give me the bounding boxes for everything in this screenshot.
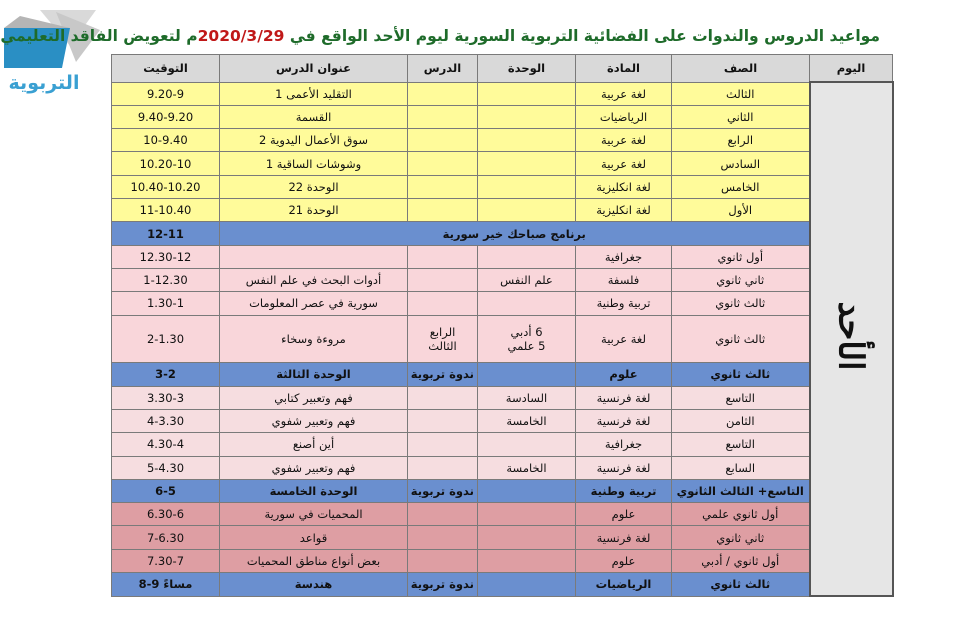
subject-cell: علوم <box>576 363 672 386</box>
header-day: اليوم <box>810 55 893 83</box>
lesson-cell <box>408 269 478 292</box>
unit-cell <box>478 479 576 502</box>
table-row <box>112 479 893 502</box>
title-cell: سوق الأعمال اليدوية 2 <box>220 129 408 152</box>
time-cell: 10-9.40 <box>112 129 220 152</box>
unit-cell <box>478 82 576 105</box>
logo-text: التربوية <box>8 72 80 94</box>
class-cell: الثالث <box>672 82 810 105</box>
subject-cell: تربية وطنية <box>576 292 672 315</box>
title-date: 2020/3/29 <box>197 27 285 45</box>
unit-cell: علم النفس <box>478 269 576 292</box>
time-cell: 5-4.30 <box>112 456 220 479</box>
table-row <box>112 526 893 549</box>
subject-cell: لغة فرنسية <box>576 526 672 549</box>
table-row <box>112 409 893 432</box>
lesson-cell <box>408 129 478 152</box>
title-cell: الوحدة 21 <box>220 199 408 222</box>
lesson-cell: ندوة تربوية <box>408 363 478 386</box>
subject-cell: الرياضيات <box>576 105 672 128</box>
subject-cell: لغة فرنسية <box>576 456 672 479</box>
subject-cell: لغة فرنسية <box>576 386 672 409</box>
lesson-cell <box>408 315 478 363</box>
title-cell <box>220 245 408 268</box>
class-cell: ثالث ثانوي <box>672 315 810 363</box>
time-cell: 3-2 <box>112 363 220 386</box>
day-cell <box>810 82 893 596</box>
title-cell: فهم وتعبير شفوي <box>220 409 408 432</box>
class-cell: الثاني <box>672 105 810 128</box>
time-cell: 3.30-3 <box>112 386 220 409</box>
unit-cell <box>478 175 576 198</box>
class-cell: ثاني ثانوي <box>672 526 810 549</box>
unit-cell-line: 6 أدبي <box>510 324 543 339</box>
title-cell: مروءة وسخاء <box>220 315 408 363</box>
channel-logo <box>0 6 104 98</box>
subject-cell: جغرافية <box>576 433 672 456</box>
unit-cell <box>478 573 576 596</box>
lesson-cell <box>408 152 478 175</box>
title-after: م لتعويض الفاقد التعليمي <box>0 27 198 45</box>
table-row <box>112 222 893 245</box>
time-cell: 8-9 مساءً <box>112 573 220 596</box>
class-cell: السابع <box>672 456 810 479</box>
time-cell: 1.30-1 <box>112 292 220 315</box>
title-cell: الوحدة 22 <box>220 175 408 198</box>
lesson-cell <box>408 409 478 432</box>
subject-cell: لغة عربية <box>576 315 672 363</box>
time-cell: 12.30-12 <box>112 245 220 268</box>
table-row <box>112 129 893 152</box>
lesson-cell <box>408 526 478 549</box>
unit-cell-line: 5 علمي <box>507 338 546 353</box>
header-lesson: الدرس <box>408 55 478 83</box>
title-cell: فهم وتعبير شفوي <box>220 456 408 479</box>
day-label: الأحد <box>831 300 871 371</box>
page-title <box>0 27 880 45</box>
time-cell: 7.30-7 <box>112 549 220 572</box>
time-cell: 6.30-6 <box>112 503 220 526</box>
subject-cell: جغرافية <box>576 245 672 268</box>
unit-cell <box>478 549 576 572</box>
class-cell: الرابع <box>672 129 810 152</box>
unit-cell <box>478 152 576 175</box>
title-cell: فهم وتعبير كتابي <box>220 386 408 409</box>
time-cell: 4-3.30 <box>112 409 220 432</box>
header-title: عنوان الدرس <box>220 55 408 83</box>
unit-cell <box>478 129 576 152</box>
unit-cell <box>478 433 576 456</box>
unit-cell <box>478 199 576 222</box>
class-cell: التاسع+ الثالث الثانوي <box>672 479 810 502</box>
table-row <box>112 386 893 409</box>
table-row <box>112 175 893 198</box>
header-row <box>112 55 893 83</box>
schedule-table <box>111 54 894 597</box>
table-row <box>112 549 893 572</box>
table-row <box>112 315 893 363</box>
time-cell: 4.30-4 <box>112 433 220 456</box>
subject-cell: لغة انكليزية <box>576 175 672 198</box>
subject-cell: لغة فرنسية <box>576 409 672 432</box>
title-cell: بعض أنواع مناطق المحميات <box>220 549 408 572</box>
lesson-cell <box>408 245 478 268</box>
time-cell: 1-12.30 <box>112 269 220 292</box>
class-cell: السادس <box>672 152 810 175</box>
table-row <box>112 503 893 526</box>
time-cell: 9.40-9.20 <box>112 105 220 128</box>
time-cell: 6-5 <box>112 479 220 502</box>
table-row <box>112 363 893 386</box>
program-cell: برنامج صباحك خير سورية <box>220 222 810 245</box>
subject-cell: علوم <box>576 503 672 526</box>
title-cell: القسمة <box>220 105 408 128</box>
unit-cell: الخامسة <box>478 456 576 479</box>
title-cell: هندسة <box>220 573 408 596</box>
title-cell: أين أصنع <box>220 433 408 456</box>
class-cell: ثاني ثانوي <box>672 269 810 292</box>
subject-cell: الرياضيات <box>576 573 672 596</box>
table-row <box>112 573 893 596</box>
time-cell: 7-6.30 <box>112 526 220 549</box>
unit-cell <box>478 526 576 549</box>
title-cell: الوحدة الثالثة <box>220 363 408 386</box>
lesson-cell <box>408 456 478 479</box>
subject-cell: لغة عربية <box>576 129 672 152</box>
schedule-body <box>112 82 893 596</box>
class-cell: التاسع <box>672 386 810 409</box>
lesson-cell <box>408 503 478 526</box>
lesson-cell: ندوة تربوية <box>408 573 478 596</box>
unit-cell <box>478 105 576 128</box>
lesson-cell-line: الرابع <box>429 324 456 339</box>
header-unit: الوحدة <box>478 55 576 83</box>
class-cell: أول ثانوي / أدبي <box>672 549 810 572</box>
unit-cell: الخامسة <box>478 409 576 432</box>
class-cell: الخامس <box>672 175 810 198</box>
title-cell: المحميات في سورية <box>220 503 408 526</box>
lesson-cell <box>408 82 478 105</box>
lesson-cell <box>408 175 478 198</box>
subject-cell: لغة عربية <box>576 82 672 105</box>
table-row <box>112 199 893 222</box>
lesson-cell: ندوة تربوية <box>408 479 478 502</box>
class-cell: أول ثانوي علمي <box>672 503 810 526</box>
time-cell: 9.20-9 <box>112 82 220 105</box>
time-cell: 11-10.40 <box>112 199 220 222</box>
title-cell: سورية في عصر المعلومات <box>220 292 408 315</box>
title-cell: التقليد الأعمى 1 <box>220 82 408 105</box>
subject-cell: فلسفة <box>576 269 672 292</box>
class-cell: أول ثانوي <box>672 245 810 268</box>
class-cell: ثالث ثانوي <box>672 292 810 315</box>
class-cell: ثالث ثانوي <box>672 363 810 386</box>
header-class: الصف <box>672 55 810 83</box>
lesson-cell <box>408 433 478 456</box>
title-cell: الوحدة الخامسة <box>220 479 408 502</box>
subject-cell: علوم <box>576 549 672 572</box>
unit-cell <box>478 245 576 268</box>
header-time: التوقيت <box>112 55 220 83</box>
time-cell: 12-11 <box>112 222 220 245</box>
lesson-cell-line: الثالث <box>428 338 457 353</box>
unit-cell: السادسة <box>478 386 576 409</box>
time-cell: 10.20-10 <box>112 152 220 175</box>
subject-cell: تربية وطنية <box>576 479 672 502</box>
time-cell: 2-1.30 <box>112 315 220 363</box>
table-row <box>112 82 893 105</box>
title-before: مواعيد الدروس والندوات على الفضائية التربوية السورية ليوم الأحد الواقع في <box>284 27 880 45</box>
title-cell: قواعد <box>220 526 408 549</box>
header-subject: المادة <box>576 55 672 83</box>
title-cell: وشوشات الساقية 1 <box>220 152 408 175</box>
unit-cell <box>478 503 576 526</box>
table-row <box>112 269 893 292</box>
table-row <box>112 152 893 175</box>
lesson-cell <box>408 105 478 128</box>
subject-cell: لغة انكليزية <box>576 199 672 222</box>
unit-cell <box>478 315 576 363</box>
table-row <box>112 456 893 479</box>
title-cell: أدوات البحث في علم النفس <box>220 269 408 292</box>
lesson-cell <box>408 386 478 409</box>
subject-cell: لغة عربية <box>576 152 672 175</box>
class-cell: ثالث ثانوي <box>672 573 810 596</box>
unit-cell <box>478 292 576 315</box>
table-row <box>112 105 893 128</box>
lesson-cell <box>408 549 478 572</box>
table-row <box>112 245 893 268</box>
lesson-cell <box>408 292 478 315</box>
class-cell: الأول <box>672 199 810 222</box>
table-row <box>112 433 893 456</box>
table-row <box>112 292 893 315</box>
lesson-cell <box>408 199 478 222</box>
class-cell: الثامن <box>672 409 810 432</box>
class-cell: التاسع <box>672 433 810 456</box>
time-cell: 10.40-10.20 <box>112 175 220 198</box>
unit-cell <box>478 363 576 386</box>
